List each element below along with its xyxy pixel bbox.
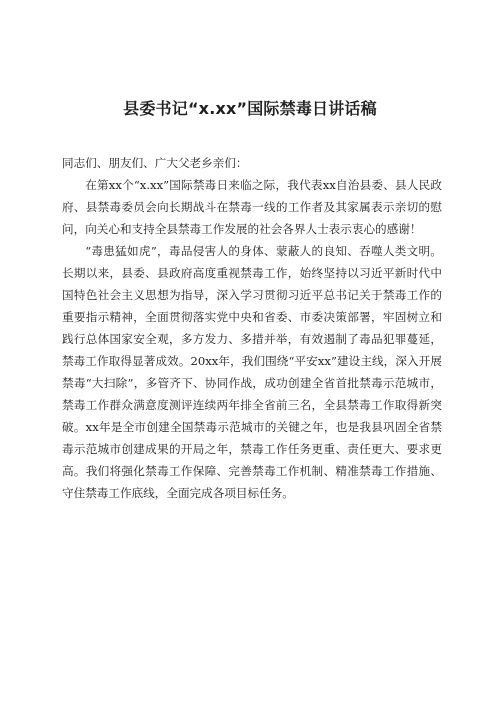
document-body [62,152,442,504]
paragraph-1: 在第xx个“x.xx”国际禁毒日来临之际，我代表xx自治县委、县人民政府、县禁毒委员会向长期战斗在禁毒一线的工作者及其家属表示亲切的慰问，向关心和支持全县禁毒工作发展的社会各界人士表示衷心的感谢！ [62,178,442,236]
document-title: 县委书记“x.xx”国际禁毒日讲话稿 [123,99,377,118]
paragraph-2: “毒患猛如虎”，毒品侵害人的身体、蒙蔽人的良知、吞噬人类文明。长期以来，县委、县政府高度重视禁毒工作，始终坚持以习近平新时代中国特色社会主义思想为指导，深入学习贯彻习近平总书记关于禁毒工作的重要指示精神，全面贯彻落实党中央和省委、市委决策部署，牢固树立和践行总体国家安全观，多方发力、多措并举，有效遏制了毒品犯罪蔓延，禁毒工作取得显著成效。20xx年，我们围绕“平安xx”建设主线，深入开展禁毒“大扫除”，多管齐下、协同作战，成功创建全省首批禁毒示范城市，禁毒工作群众满意度测评连续两年排全省前三名，全县禁毒工作取得新突破。xx年是全市创建全国禁毒示范城市的关键之年，也是我县巩固全省禁毒示范城市创建成果的开局之年，禁毒工作任务更重、责任更大、要求更高。我们将强化禁毒工作保障、完善禁毒工作机制、精准禁毒工作措施、守住禁毒工作底线，全面完成各项目标任务。 [62,244,442,500]
salutation: 同志们、朋友们、广大父老乡亲们： [62,156,248,170]
